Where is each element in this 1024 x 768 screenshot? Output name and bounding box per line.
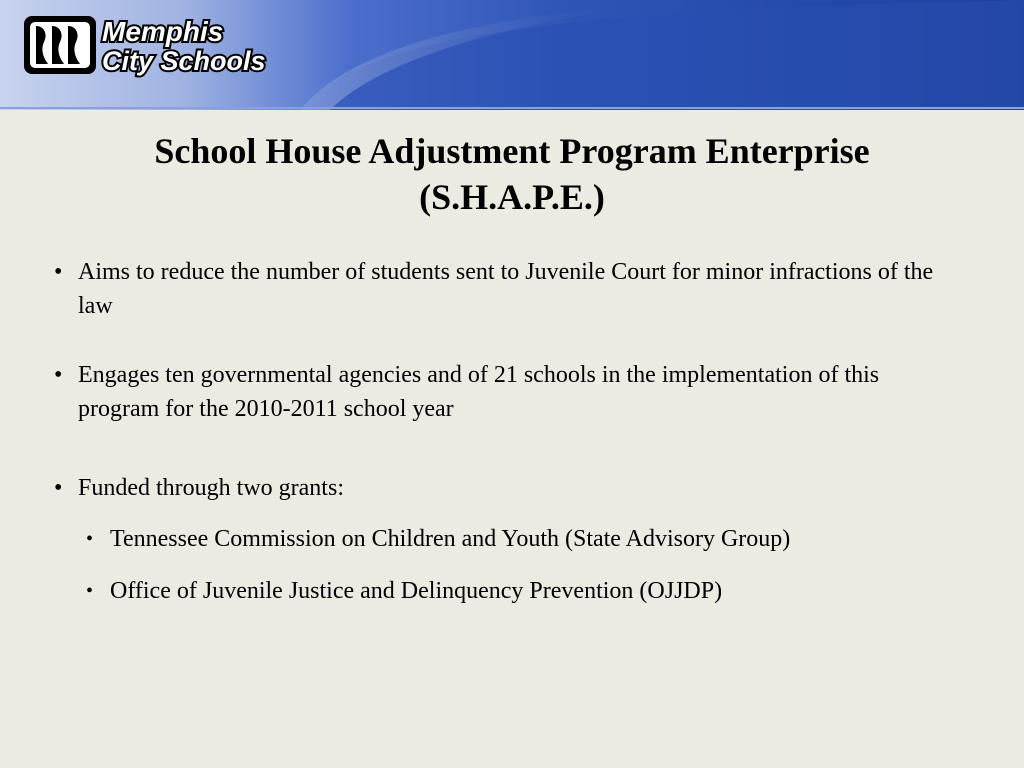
sub-bullet-item: [86, 574, 986, 608]
slide-title: [60, 128, 964, 220]
memphis-city-schools-logo: [22, 12, 297, 78]
sub-bullet-item: [86, 522, 986, 556]
slide-title-line2: (S.H.A.P.E.): [419, 177, 605, 217]
bullet-item: [54, 255, 954, 323]
bullet-text: Engages ten governmental agencies and of 21 schools in the implementation of this program for the 2010-2011 school year: [78, 362, 880, 422]
logo-text-line1: Memphis: [102, 16, 224, 47]
sub-bullet-text: Office of Juvenile Justice and Delinquency Prevention (OJJDP): [110, 578, 723, 604]
bullet-item: [54, 471, 954, 505]
bullet-item: [54, 358, 964, 426]
bullet-text: Aims to reduce the number of students sent to Juvenile Court for minor infractions of the law: [78, 259, 934, 319]
sub-bullet-text: Tennessee Commission on Children and Youth (State Advisory Group): [110, 526, 791, 552]
header-banner: [0, 0, 1024, 110]
bullet-marker: •: [54, 362, 63, 388]
bullet-marker: •: [54, 475, 63, 501]
slide-title-line1: School House Adjustment Program Enterprise: [154, 131, 870, 171]
sub-bullet-marker: •: [86, 528, 94, 550]
sub-bullet-marker: •: [86, 580, 94, 602]
logo-text-line2: City Schools: [102, 46, 266, 76]
bullet-marker: •: [54, 259, 63, 285]
bullet-text: Funded through two grants:: [78, 475, 344, 501]
